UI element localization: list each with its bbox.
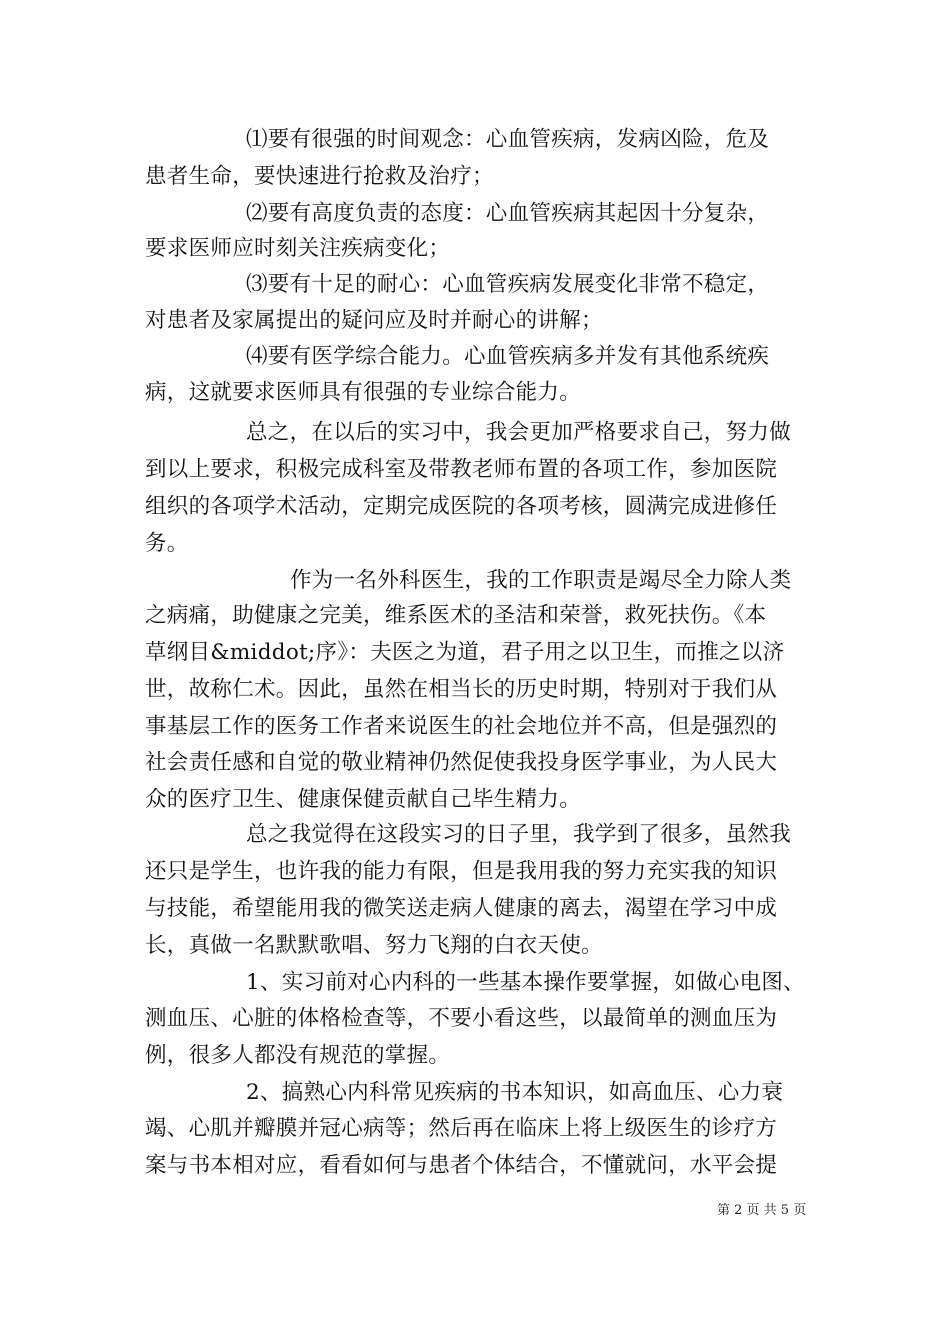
text-line: ⑶要有十足的耐心：心血管疾病发展变化非常不稳定， — [246, 272, 770, 297]
text-line: 之病痛，助健康之完美，维系医术的圣洁和荣誉，救死扶伤。《本 — [145, 603, 767, 628]
text-line: 事基层工作的医务工作者来说医生的社会地位并不高，但是强烈的 — [145, 714, 778, 739]
text-line: 总之，在以后的实习中，我会更加严格要求自己，努力做 — [246, 420, 792, 445]
text-line: 草纲目&middot;序》：夫医之为道，君子用之以卫生，而推之以济 — [145, 640, 785, 665]
page-number-footer: 第 2 页 共 5 页 — [717, 1203, 807, 1218]
text-line: ⑷要有医学综合能力。心血管疾病多并发有其他系统疾 — [246, 344, 770, 369]
text-line: 世，故称仁术。因此，虽然在相当长的历史时期，特别对于我们从 — [145, 677, 778, 702]
text-line: 1、实习前对心内科的一些基本操作要掌握，如做心电图、 — [246, 970, 805, 995]
text-line: 2、搞熟心内科常见疾病的书本知识，如高血压、心力衰 — [246, 1080, 784, 1105]
text-line: 例，很多人都没有规范的掌握。 — [145, 1043, 451, 1068]
text-line: 还只是学生，也许我的能力有限，但是我用我的努力充实我的知识 — [145, 859, 778, 884]
text-line: 长，真做一名默默歌唱、努力飞翔的白衣天使。 — [145, 933, 603, 958]
text-line: ⑴要有很强的时间观念：心血管疾病，发病凶险，危及 — [246, 127, 770, 152]
text-line: 组织的各项学术活动，定期完成医院的各项考核，圆满完成进修任 — [145, 494, 778, 519]
text-line: 测血压、心脏的体格检查等，不要小看这些，以最简单的测血压为 — [145, 1006, 778, 1031]
text-line: 患者生命，要快速进行抢救及治疗； — [145, 164, 494, 189]
text-line: 总之我觉得在这段实习的日子里，我学到了很多，虽然我 — [246, 822, 792, 847]
text-line: 社会责任感和自觉的敬业精神仍然促使我投身医学事业，为人民大 — [145, 750, 778, 775]
text-line: 病，这就要求医师具有很强的专业综合能力。 — [145, 380, 582, 405]
text-line: 要求医师应时刻关注疾病变化； — [145, 236, 451, 261]
text-line: 对患者及家属提出的疑问应及时并耐心的讲解； — [145, 308, 603, 333]
text-line: ⑵要有高度负责的态度：心血管疾病其起因十分复杂， — [246, 201, 770, 226]
text-line: 作为一名外科医生，我的工作职责是竭尽全力除人类 — [290, 568, 792, 593]
text-line: 众的医疗卫生、健康保健贡献自己毕生精力。 — [145, 787, 582, 812]
text-line: 与技能，希望能用我的微笑送走病人健康的离去，渴望在学习中成 — [145, 896, 778, 921]
text-line: 竭、心肌并瓣膜并冠心病等；然后再在临床上将上级医生的诊疗方 — [145, 1116, 778, 1141]
text-line: 案与书本相对应，看看如何与患者个体结合，不懂就问，水平会提 — [145, 1153, 778, 1178]
text-line: 到以上要求，积极完成科室及带教老师布置的各项工作，参加医院 — [145, 457, 778, 482]
text-line: 务。 — [145, 531, 189, 556]
